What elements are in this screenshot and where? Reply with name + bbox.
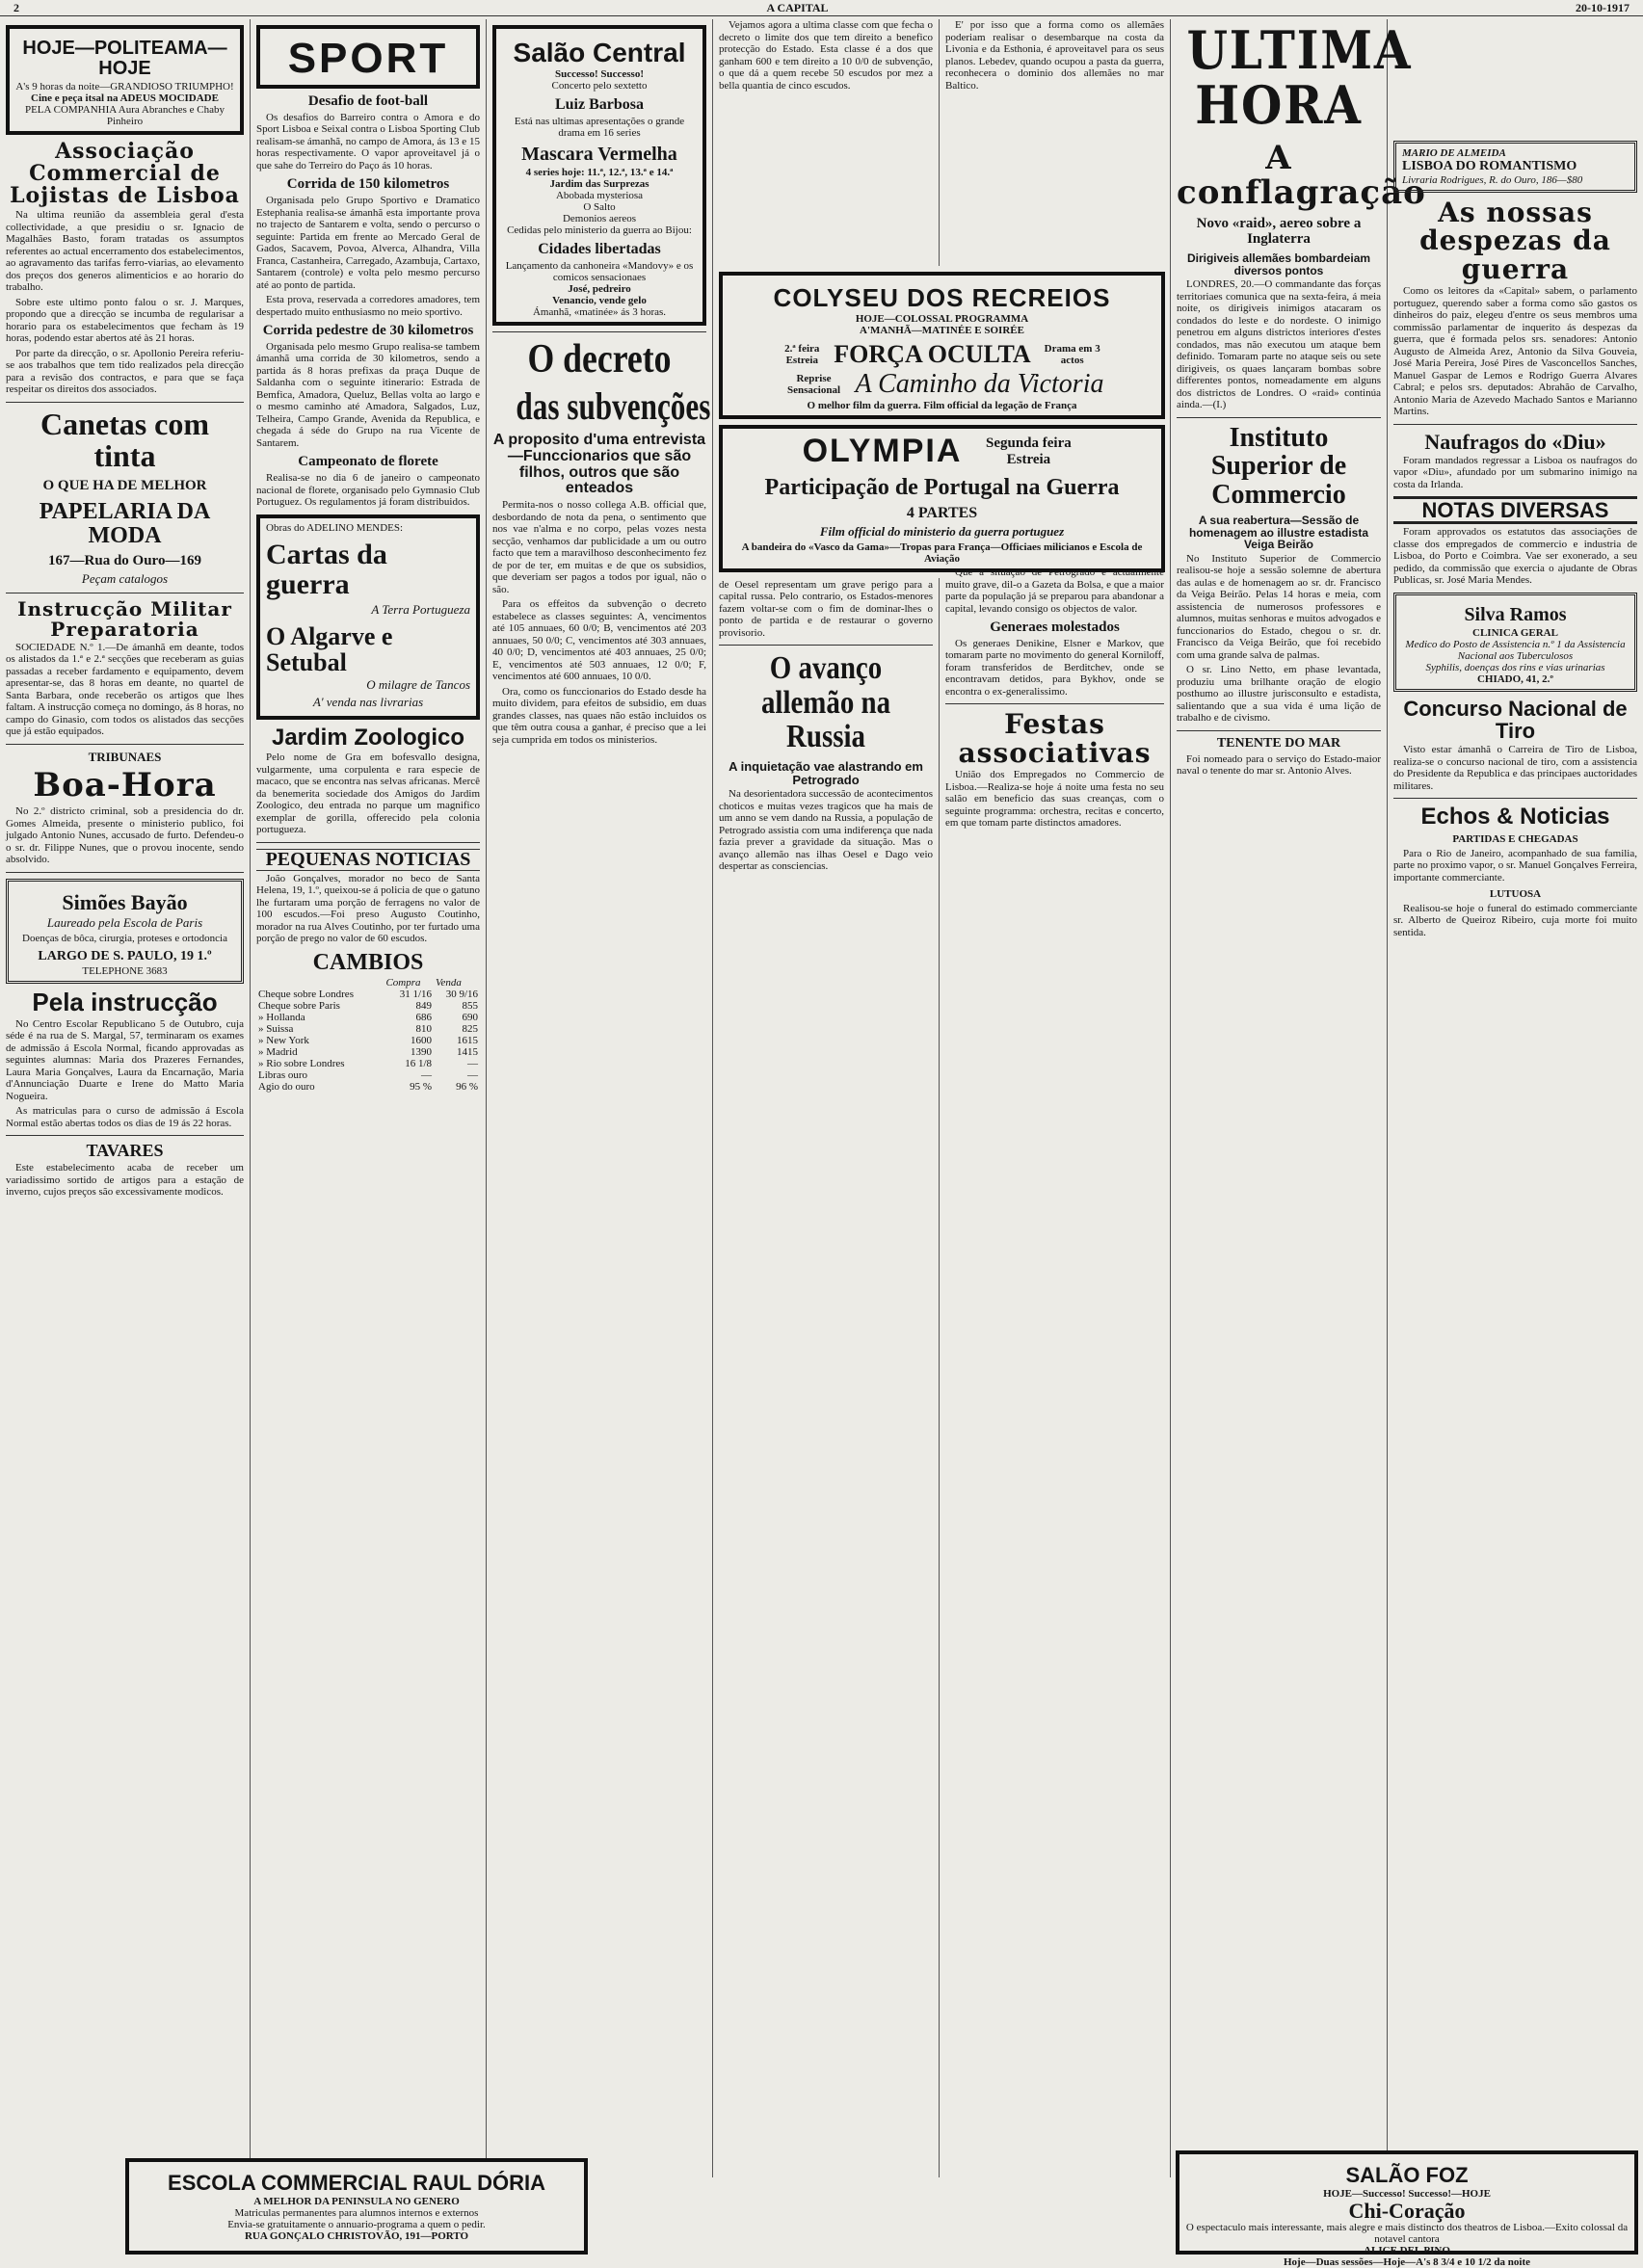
column-7 — [1388, 19, 1643, 2177]
cambios-row — [256, 1035, 480, 1046]
salao-foz-ad — [1176, 2150, 1638, 2268]
instituto-text2: O sr. Lino Netto, em phase levantada, produziu uma brilhante oração de elogio posthumo ao illustre jurisconsulto e estadista, salientando que a sua vida é uma lição de trabalho e de civismo. — [1177, 664, 1381, 725]
canetas-shop: PAPELARIA DA MODA — [39, 498, 211, 548]
cambios-cell: 855 — [462, 1000, 478, 1013]
escola-l1: A MELHOR DA PENINSULA NO GENERO — [253, 2196, 460, 2208]
cambios-row — [256, 1081, 480, 1093]
silva-l1: CLINICA GERAL — [1472, 626, 1558, 639]
salao-l3: Luiz Barbosa — [554, 96, 644, 114]
tenente-title: TENENTE DO MAR — [1216, 735, 1341, 751]
despezas-text: Como os leitores da «Capital» sabem, o parlamento portuguez, querendo saber a forma como são gastos os dinheiros do paiz, elegeu d'entre os seus membros uma commissão parlamentar de inquerito ás despezas da guerra, que é formada pelos srs. senadores: Antonio Augusto de Almeida Arez, Antonio da Silva Gouveia, José Maria Pereira, José Pires de Vasconcellos Sanches, Manuel Gaspar de Lemos e Rodrigo Guerra Alvares Cabral; e pelos srs. deputados: Abrahão de Carvalho, Antonio Maria de Azevedo Machado Santos e Marianno Martins. — [1393, 285, 1637, 418]
salao-central-ad — [492, 25, 706, 326]
salao-l15: Venancio, vende gelo — [552, 294, 647, 306]
obras-book2: A Terra Portugueza — [371, 601, 470, 617]
tiro-text: Visto estar ámanhã o Carreira de Tiro de Lisboa, realiza-se o concurso nacional de tiro, com a assistencia do Presidente da Republica e das principaes auctoridades militares. — [1393, 744, 1637, 792]
sport-title: SPORT — [287, 35, 449, 82]
page-number: 2 — [13, 0, 19, 14]
obras-book3: O Algarve e Setubal — [266, 621, 393, 676]
salao-l11: Cedidas pelo ministerio da guerra ao Bijou: — [507, 224, 692, 237]
cambios-row — [256, 1058, 480, 1069]
cambios-cell: 96 % — [456, 1081, 478, 1094]
cambios-cell: » Hollanda — [258, 1012, 305, 1024]
issue-date: 20-10-1917 — [1576, 0, 1630, 14]
paper-name: A CAPITAL — [766, 0, 829, 14]
col4-text-top: Vejamos agora a ultima classe com que fecha o decreto o limite dos que tem direito a benefico protecção do Estado. Esta classe é a dos que ganham 600 e tem direito a 10 0/0 de subvenção, o que dá a quem recebe 50 escudos por mez a bella quantia de cinco escudos. — [719, 19, 933, 92]
avanco-text: Na desorientadora successão de acontecimentos choticos e muitas vezes tragicos que ha mais de um anno se vem dando na Russia, a população de Petrogrado assistia com uma indiferença que nada fazia prever a gravidade da situação. Mas o avanço allemão nas ilhas Oesel e Dago veio despertar as consciencias. — [719, 788, 933, 873]
instituto-text: No Instituto Superior de Commercio realisou-se hoje a sessão solemne de abertura das aulas e de homenagem ao sr. dr. Francisco da Veiga Beirão. Pelas 14 horas e meia, com assistencia de numerosos professores e alumnos, muitas senhoras e muitos advogados e funccionarios do Estado, chegou o sr. dr. Francisco da Veiga Beirão, que foi recebido com uma grande salva de palmas. — [1177, 552, 1381, 661]
pequenas-text: João Gonçalves, morador no beco de Santa Helena, 19, 1.º, queixou-se á policia de que o gatuno lhe furtaram uma porção de ferragens no valor de 100 escudos.—Foi preso Augusto Coutinho, morador na rua Alves Coutinho, por ter furtado uma porção de prego no valor de 60 escudos. — [256, 872, 480, 945]
livraria-title: LISBOA DO ROMANTISMO — [1402, 159, 1577, 173]
escola-l2: Matriculas permanentes para alumnos internos e externos — [234, 2207, 479, 2220]
conflagracao-title: A conflagração — [1177, 139, 1426, 213]
politeama-line1: A's 9 horas da noite—GRANDIOSO TRIUMPHO! — [15, 81, 234, 92]
cambios-title: CAMBIOS — [312, 949, 424, 975]
cambios-cell: 686 — [415, 1012, 432, 1024]
sport-heading-box — [256, 25, 480, 89]
salao-l9: O Salto — [583, 201, 616, 214]
cambios-row — [256, 1012, 480, 1023]
assoc-text3: Por parte da direcção, o sr. Apollonio Pereira referiu-se aos trabalhos que tem tido realizados pela direcção para a revisão dos contractos, e para que se faça respeitar os direitos dos associados. — [6, 347, 244, 396]
cambios-cell: 1390 — [411, 1046, 432, 1059]
assoc-text1: Na ultima reunião da assembleia geral d'esta collectividade, a que presidiu o sr. Ignacio de Magalhães Basto, foram tratadas os assumptos referentes ao actual encerramento dos estabelecimentos, ao agravamento das tarifas ferro-viarias, ao elevamento dos preços dos generos alimenticios e ao horario do trabalho. — [6, 209, 244, 294]
salao-l6: 4 series hoje: 11.ª, 12.ª, 13.ª e 14.ª — [525, 167, 674, 179]
pela-instrucao-title: Pela instrucção — [32, 988, 218, 1017]
livraria-address: Livraria Rodrigues, R. do Ouro, 186—$80 — [1402, 174, 1583, 186]
decreto-sub: A proposito d'uma entrevista—Funccionarios que são filhos, outros que são enteados — [492, 432, 706, 497]
cambios-cell: » Rio sobre Londres — [258, 1058, 345, 1070]
simoes-line1: Laureado pela Escola de Paris — [46, 914, 203, 930]
assoc-title: Associação Commercial de Lojistas de Lisboa — [10, 139, 240, 209]
sport-t4: Organisada pelo mesmo Grupo realisa-se tambem ámanhã uma corrida de 30 kilometros, sendo a partida ás 8 horas prefixas da praça Duque de Saldanha com o seguinte itinerario: Estrada de Bemfica, Amadora, Queluz, Bellas volta ao largo e o mesmo caminho até Amadora, Salgados, Luz, Telheira, Campo Grande, Avenida da Republica, e chegada á séde do Grupo na rua Vicente de Santarem. — [256, 340, 480, 449]
foz-l5: Hoje—Duas sessões—Hoje—A's 8 3/4 e 10 1/2 da noite — [1283, 2256, 1531, 2268]
echos-title: Echos & Noticias — [1420, 804, 1610, 831]
silva-ad — [1393, 593, 1637, 692]
decreto-title1: O decreto — [527, 336, 672, 382]
decreto-t1: Permita-nos o nosso collega A.B. official que, desbordando de nota da pena, o sentimento que nos vae n'alma e no corpo, pelas vozes nesta secção, venhamos dar publicidade a um ou outro facto que tem a maravilhoso desconhecimento fez de por de ter, em muitas e de que os subsidios, que deveriam ser pagos a todos por igual, não o são. — [492, 499, 706, 595]
coliseu-l2: A'MANHÃ—MATINÉE E SOIRÉE — [860, 325, 1024, 337]
cambios-cell: 1615 — [457, 1035, 478, 1047]
salao-l1: Successo! Successo! — [555, 68, 644, 81]
instrucao-militar-text: SOCIEDADE N.º 1.—De ámanhã em deante, todos os alistados da 1.ª e 2.ª secções que receberam as guias passadas a receber fardamento e equipamento, devem apresentar-se, das 8 horas em deante, no quartel de Santa Barbara, onde receberão os artigos que lhes faltam. A instrucção começa no domingo, ás 8 horas, no campo do Ginasio, com todos os alistados das secções que já estão equipados. — [6, 641, 244, 738]
decreto-t3: Ora, como os funccionarios do Estado desde ha muito dividem, para efeitos de subsidio, em duas grandes classes, nas quaes não estão incluidos os que têm outra cousa a ganhar, é preciso que a lei seja cumprida em todos os ministerios. — [492, 685, 706, 746]
pequenas-title: PEQUENAS NOTICIAS — [256, 849, 480, 871]
livraria-author: MARIO DE ALMEIDA — [1402, 147, 1506, 159]
escola-l4: RUA GONÇALO CHRISTOVÃO, 191—PORTO — [244, 2230, 469, 2243]
echos-text: Para o Rio de Janeiro, acompanhado de sua familia, parte no proximo vapor, o sr. Manuel Gonçalves Ferreira, importante commerciante. — [1393, 847, 1637, 883]
sport-t1: Os desafios do Barreiro contra o Amora e do Sport Lisboa e Seixal contra o Lisboa Sporting Club realisam-se ámanhã, no campo de Amora, ás 13 e 15 horas respectivamente. O vapor aproveitavel já o que sahe do Terreiro do Paço ás 10 horas. — [256, 111, 480, 171]
conflagracao-text: LONDRES, 20.—O commandante das forças territoriaes comunica que na sexta-feira, á meia noite, os dirigiveis inimigos atacaram os condados do leste e do nordeste. O inimigo penetrou em alguns districtos interiores d'estes condados, mas não executou um ataque bem definido. Tomaram parte no ataque seis ou sete dirigiveis, os quaes lançaram bombas sobre differentes pontos, nomeadamente em alguns dos districtos de Londres. O «raid» continúa ainda.—(I.) — [1177, 278, 1381, 411]
conflagracao-sub1: Novo «raid», aereo sobre a Inglaterra — [1196, 215, 1362, 247]
instituto-title: Instituto Superior de Commercio — [1210, 422, 1347, 510]
coliseu-title: COLYSEU DOS RECREIOS — [773, 283, 1111, 312]
cambios-cell: Cheque sobre Londres — [258, 989, 354, 1001]
festas-title: Festas associativas — [958, 708, 1152, 769]
simoes-phone: TELEPHONE 3683 — [82, 965, 168, 978]
column-6 — [1171, 19, 1426, 2177]
politeama-ad — [6, 25, 244, 135]
silva-name: Silva Ramos — [1464, 603, 1567, 625]
cambios-cell: » New York — [258, 1035, 309, 1047]
olympia-estreia: Segunda feira Estreia — [986, 435, 1072, 467]
cambios-cell: — — [467, 1058, 478, 1070]
tribunaes-text: No 2.º districto criminal, sob a presidencia do dr. Gomes Almeida, presente o ministerio publico, foi julgado Antonio Nunes, accusado de furto. Defendeu-o o sr. dr. Filippe Nunes, que o provou inocente, sendo absolvido. — [6, 805, 244, 866]
generaes-text: Os generaes Denikine, Elsner e Markov, que tomaram parte no movimento do general Korniloff, foram transferidos de Berditchev, onde se encontravam detidos, para Bykhov, onde se encontra o ex-generalissimo. — [945, 637, 1164, 698]
instrucao-militar-title: Instrucção Militar Preparatoria — [17, 596, 232, 641]
coliseu-feira: 2.ª feira Estreia — [784, 343, 820, 367]
cambios-cell: Libras ouro — [258, 1069, 308, 1082]
salao-l13: Lançamento da canhoneira «Mandovy» e os comicos sensacionaes — [505, 259, 694, 283]
obras-ad — [256, 514, 480, 721]
jardim-title: Jardim Zoologico — [271, 725, 464, 752]
naufragos-text: Foram mandados regressar a Lisboa os naufragos do vapor «Diu», afundado por um submarino inimigo na costa da Irlanda. — [1393, 454, 1637, 490]
decreto-title2: das subvenções — [516, 384, 711, 429]
cambios-header-venda: Venda — [436, 977, 462, 989]
silva-l2: Medico do Posto de Assistencia n.º 1 da Assistencia Nacional aos Tuberculosos — [1405, 638, 1626, 662]
coliseu-l1: HOJE—COLOSSAL PROGRAMMA — [855, 313, 1029, 326]
echos-lutuosa: LUTUOSA — [1489, 888, 1542, 901]
cambios-row — [256, 989, 480, 1000]
ultima-hora-title: ULTIMA HORA — [1186, 19, 1413, 136]
olympia-line1: Participação de Portugal na Guerra — [764, 475, 1120, 501]
olympia-title: OLYMPIA — [802, 433, 963, 470]
salao-l10: Demonios aereos — [562, 213, 637, 225]
cambios-header — [256, 977, 384, 989]
cambios-cell: » Madrid — [258, 1046, 298, 1059]
livraria-ad — [1393, 141, 1637, 193]
salao-l4: Está nas ultimas apresentações o grande drama em 16 series — [514, 116, 685, 140]
sport-t2: Organisada pelo Grupo Sportivo e Dramatico Estephania realisa-se ámanhã esta importante prova no trajecto de Santarem e volta, sendo o percurso o seguinte: Partida em frente ao Mercado Geral de Gados, Sacavem, Povoa, Alverca, Alhandra, Villa Franca, Castanheira, Carregado, Azambuja, Cartaxo, Santarem (controle) e volta pelo mesmo percurso até ao ponto de partida. — [256, 195, 480, 291]
naufragos-title: Naufragos do «Diu» — [1424, 429, 1606, 454]
tenente-text: Foi nomeado para o serviço do Estado-maior naval o tenente do mar sr. Antonio Alves. — [1177, 752, 1381, 778]
avanco-sub: A inquietação vae alastrando em Petrogrado — [729, 759, 923, 787]
column-5 — [940, 19, 1171, 2177]
sport-t5: Realisa-se no dia 6 de janeiro o campeonato nacional de florete, organisado pelo Gymnasio Club Portuguez. Os regulamentos já foram distribuidos. — [256, 472, 480, 509]
salao-l5: Mascara Vermelha — [521, 144, 677, 166]
conflagracao-sub2: Dirigiveis allemães bombardeiam diversos pontos — [1186, 251, 1371, 277]
cambios-cell: 849 — [415, 1000, 432, 1013]
cambios-cell: 30 9/16 — [445, 989, 478, 1001]
escola-l3: Envia-se gratuitamente o annuario-programa a quem o pedir. — [227, 2219, 486, 2231]
assoc-text2: Sobre este ultimo ponto falou o sr. J. Marques, propondo que a direcção se incumba de regularisar a horario para os estabelecimentos que fecham às 19 horas, podendo estar abertos até às 21 horas. — [6, 296, 244, 345]
salao-l12: Cidades libertadas — [538, 241, 661, 258]
pela-instrucao-text2: As matriculas para o curso de admissão á Escola Normal estão abertas todos os dias de 19 ás 22 horas. — [6, 1105, 244, 1129]
cambios-cell: Agio do ouro — [258, 1081, 315, 1094]
echos-sub: PARTIDAS E CHEGADAS — [1452, 833, 1578, 846]
canetas-sub: O QUE HA DE MELHOR — [42, 477, 207, 493]
cambios-cell: 16 1/8 — [405, 1058, 432, 1070]
obras-book1: Cartas da guerra — [266, 538, 387, 601]
obras-note: A' venda nas livrarias — [312, 695, 424, 710]
festas-text: União dos Empregados no Commercio de Lisboa.—Realiza-se hoje á noite uma festa no seu salão em beneficio das suas creanças, com o seguinte programma: orchestra, recitas e concerto, em que tomam parte distinctos amadores. — [945, 769, 1164, 830]
cambios-row — [256, 1000, 480, 1012]
cambios-cell: — — [421, 1069, 432, 1082]
cambios-cell: 690 — [462, 1012, 478, 1024]
notas-text: Foram approvados os estatutos das associações de classe dos empregados de commercio e industria de Lisboa, do Porto e Coimbra. Vae ser exonerado, a seu pedido, da commissão que exercia o ajudante de Obras Publicas, sr. José Maria Mendes. — [1393, 526, 1637, 587]
decreto-t2: Para os effeitos da subvenção o decreto estabelece as classes seguintes: A, vencimentos até 105 annuaes, 60 0/0; B, vencimentos até 203 annuaes, 50 0/0; C, vencimentos até 303 annuaes, 40 0/0; D, vencimentos até 403 annuaes, 25 0/0; E, vencimentos até 503 annuaes, 12 0/0; F, vencimentos até 600 annuaes, 10 0/0. — [492, 598, 706, 683]
cambios-cell: 1600 — [411, 1035, 432, 1047]
coliseu-reprise: Reprise Sensacional — [787, 373, 841, 397]
cambios-cell: 1415 — [457, 1046, 478, 1059]
coliseu-caminho: A Caminho da Victoria — [855, 369, 1104, 400]
column-2 — [251, 19, 487, 2177]
obras-book4: O milagre de Tancos — [366, 677, 470, 693]
sport-t3: Esta prova, reservada a corredores amadores, tem despertado muito enthusiasmo no meio sportivo. — [256, 294, 480, 318]
cambios-cell: 31 1/16 — [399, 989, 432, 1001]
jardim-text: Pelo nome de Gra em bofesvallo designa, vulgarmente, uma corpulenta e rara especie de macaco, que se encontra nas selvas africanas. Mercê da benemerita sociedade dos Amigos do Jardim Zoologico, deu entrada no parque um magnifico exemplar de gorilla, offerecido pela colonia portugueza. — [256, 752, 480, 836]
cambios-row — [256, 1046, 480, 1058]
tavares-text: Este estabelecimento acaba de receber um variadissimo sortido de artigos para a estação de inverno, cujos preços são excessivamente modicos. — [6, 1162, 244, 1199]
simoes-line2: Doenças de bôca, cirurgia, proteses e ortodoncia — [22, 932, 227, 944]
pela-instrucao-text: No Centro Escolar Republicano 5 de Outubro, cuja séde é na rua de S. Margal, 57, terminaram os exames de admissão á Escola Normal, ficando approvadas as seguintes alumnas: Maria dos Prazeres Fernandes, Laura Maria Gonçalves, Laura da Encarnação, Maria d'Annunciação Duarte e Irene do Matto Maria Nogueira. — [6, 1017, 244, 1102]
column-3 — [487, 19, 713, 2177]
sport-h3: Corrida pedestre de 30 kilometros — [262, 323, 474, 339]
cambios-cell: 810 — [415, 1023, 432, 1036]
sport-h1: Desafio de foot-ball — [307, 93, 429, 110]
col4-text-mid: de Oesel representam um grave perigo para a capital russa. Pelo contrario, os Estados-menores fazem voltar-se com o fim de dominar-lhes o ponto de partida e de restaurar o governo provisorio. — [719, 578, 933, 639]
coliseu-drama: Drama em 3 actos — [1044, 343, 1100, 367]
col5-text-top: E' por isso que a forma como os allemães poderiam realisar o desembarque na costa da Livonia e da Esthonia, é aproveitavel para os seus planos. Lebedev, quando ocupou a pasta da guerra, reconhecera o dominio dos allemães no mar Baltico. — [945, 19, 1164, 92]
canetas-title: Canetas com tinta — [40, 406, 210, 474]
coliseu-note: O melhor film da guerra. Film official da legação de França — [807, 400, 1077, 412]
masthead-bar — [0, 0, 1643, 16]
olympia-film: Film official do ministerio da guerra portuguez — [819, 524, 1065, 540]
col5-text-mid: Que a situação de Petrogrado é actualmente muito grave, dil-o a Gazeta da Bolsa, e que a maior parte da população já se preparou para abandonar a capital, levando consigo os objectos de valor. — [945, 567, 1164, 615]
foz-l3: O espectaculo mais interessante, mais alegre e mais distincto dos theatros de Lisboa.—Exito colossal da notavel cantora — [1185, 2222, 1629, 2246]
sport-h4: Campeonato de florete — [298, 454, 438, 470]
foz-l4: ALICE DEL PINO — [1364, 2245, 1450, 2257]
canetas-address: 167—Rua do Ouro—169 — [48, 553, 201, 569]
column-1 — [0, 19, 251, 2177]
cambios-header-compra: Compra — [385, 977, 421, 989]
silva-l3: Syphilis, doenças dos rins e vias urinarias — [1425, 661, 1605, 673]
simoes-name: Simões Bayão — [62, 889, 188, 914]
boa-hora-title: Boa-Hora — [33, 766, 217, 805]
cambios-cell: 825 — [462, 1023, 478, 1036]
olympia-partes: 4 PARTES — [906, 505, 978, 522]
obras-by: Obras do ADELINO MENDES: — [266, 521, 404, 534]
politeama-line2: Cine e peça itsal na ADEUS MOCIDADE — [31, 92, 219, 104]
simoes-ad — [6, 879, 244, 985]
olympia-desc: A bandeira do «Vasco da Gama»—Tropas para França—Officiaes milicianos e Escola de Aviação — [741, 541, 1143, 566]
politeama-title: HOJE—POLITEAMA—HOJE — [22, 38, 227, 79]
avanco-title: O avanço allemão na Russia — [760, 650, 891, 755]
sport-h2: Corrida de 150 kilometros — [286, 176, 450, 193]
salao-l8: Abobada mysteriosa — [555, 190, 644, 202]
foz-title: SALÃO FOZ — [1345, 2163, 1469, 2187]
cambios-cell: — — [467, 1069, 478, 1082]
canetas-note: Peçam catalogos — [81, 570, 169, 586]
instituto-sub: A sua reabertura—Sessão de homenagem ao illustre estadista Veiga Beirão — [1188, 514, 1369, 552]
coliseu-forca: FORÇA OCULTA — [834, 340, 1031, 369]
cambios-cell: 95 % — [410, 1081, 432, 1094]
cambios-row — [256, 1069, 480, 1081]
generaes-title: Generaes molestados — [990, 620, 1120, 635]
cambios-header-row — [256, 977, 480, 989]
salao-l16: Ámanhã, «matinée» ás 3 horas. — [532, 305, 667, 318]
salao-title: Salão Central — [513, 38, 686, 67]
notas-title: NOTAS DIVERSAS — [1393, 496, 1637, 524]
tribunaes-title: TRIBUNAES — [88, 749, 162, 764]
tiro-title: Concurso Nacional de Tiro — [1403, 696, 1628, 743]
despezas-title: As nossas despezas da guerra — [1419, 197, 1611, 285]
foz-l2: Chi-Coração — [1348, 2199, 1466, 2224]
politeama-line3: PELA COMPANHIA Aura Abranches e Chaby Pinheiro — [24, 104, 225, 127]
foz-l1: HOJE—Successo! Successo!—HOJE — [1323, 2188, 1491, 2201]
simoes-address: LARGO DE S. PAULO, 19 1.º — [38, 948, 212, 963]
escola-title: ESCOLA COMMERCIAL RAUL DÓRIA — [168, 2171, 545, 2195]
cambios-cell: » Suissa — [258, 1023, 294, 1036]
salao-l2: Concerto pelo sextetto — [551, 80, 648, 92]
echos-text2: Realisou-se hoje o funeral do estimado commerciante sr. Alberto de Queiroz Ribeiro, cuja morte foi muito sentida. — [1393, 902, 1637, 938]
escola-ad — [125, 2158, 588, 2255]
cambios-row — [256, 1023, 480, 1035]
salao-l14: José, pedreiro — [568, 282, 631, 295]
cambios-table — [256, 977, 480, 1093]
cambios-cell: Cheque sobre Paris — [258, 1000, 340, 1013]
tavares-title: TAVARES — [86, 1141, 164, 1161]
silva-l4: CHIADO, 41, 2.º — [1476, 672, 1554, 685]
salao-l7: Jardim das Surprezas — [549, 178, 649, 191]
